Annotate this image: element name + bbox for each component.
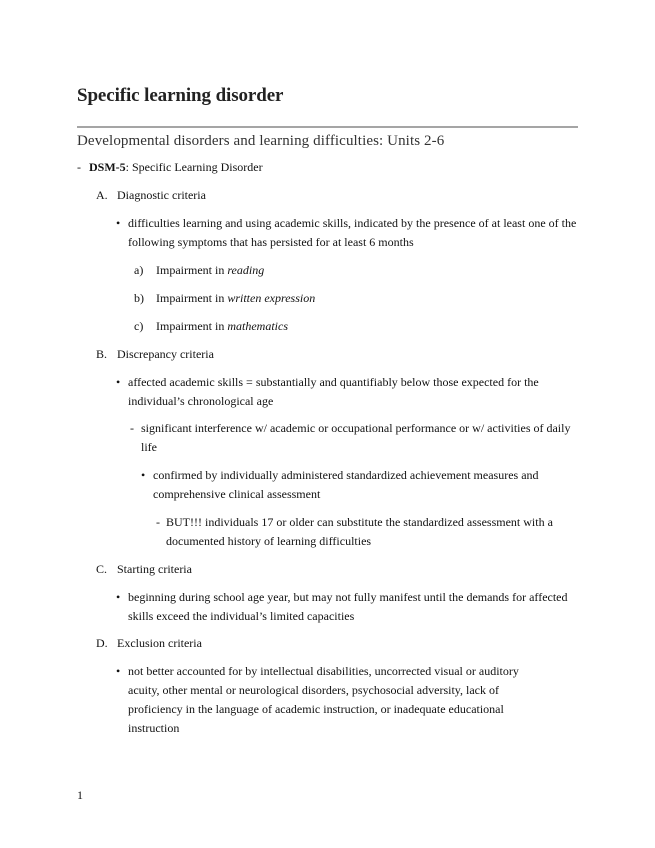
section-a-heading: Diagnostic criteria [117,188,206,202]
section-d-letter: D. [96,636,108,650]
sub-item-c-prefix: Impairment in [156,319,228,333]
sub-item-b-prefix: Impairment in [156,291,228,305]
sub-item-c [156,317,288,336]
dash-marker: - [156,515,160,529]
section-b-bullet: affected academic skills = substantially and quantifiably below those expected for the individual’s chronological age [128,375,539,408]
section-c-bullet: beginning during school age year, but may not fully manifest until the demands for affected skills exceed the individual’s limited capacities [128,590,568,623]
dash-marker: - [77,160,81,174]
page-title: Specific learning disorder [77,85,284,106]
sub-item-a-prefix: Impairment in [156,263,228,277]
dsm5-label: DSM-5 [89,160,126,174]
page-number: 1 [77,788,83,802]
sub-item-a [156,261,264,280]
section-b-bullet-2: confirmed by individually administered standardized achievement measures and comprehensive clinical assessment [153,468,539,501]
section-d-heading: Exclusion criteria [117,636,202,650]
dsm5-item [89,158,263,177]
bullet-marker: • [116,375,121,389]
bullet-marker: • [116,216,121,230]
bullet-marker: • [116,664,121,678]
subtitle-section [77,126,578,150]
section-a-bullet: difficulties learning and using academic skills, indicated by the presence of at least one of the following symptoms that has persisted for at least 6 months [128,216,577,249]
sub-item-a-marker: a) [134,263,144,277]
section-b-dash-2: BUT!!! individuals 17 or older can substitute the standardized assessment with a documented history of learning difficulties [166,515,553,548]
sub-item-b [156,289,315,308]
section-c-letter: C. [96,562,108,576]
section-b-letter: B. [96,347,108,361]
sub-item-a-emph: reading [227,263,265,277]
section-d-bullet: not better accounted for by intellectual disabilities, uncorrected visual or auditory acuity, other mental or neurological disorders, psychosocial adversity, lack of proficiency in the language of academic instruction, or inadequate educational instruction [128,664,519,735]
section-c-heading: Starting criteria [117,562,192,576]
sub-item-c-emph: mathematics [227,319,288,333]
sub-item-b-marker: b) [134,291,144,305]
sub-item-b-emph: written expression [227,291,316,305]
page-subtitle: Developmental disorders and learning difficulties: Units 2-6 [77,133,445,149]
dash-marker: - [130,421,134,435]
section-a-letter: A. [96,188,108,202]
bullet-marker: • [141,468,146,482]
bullet-marker: • [116,590,121,604]
section-b-dash: significant interference w/ academic or occupational performance or w/ activities of daily life [141,421,571,454]
sub-item-c-marker: c) [134,319,144,333]
section-b-heading: Discrepancy criteria [117,347,214,361]
dsm5-text: : Specific Learning Disorder [125,160,263,174]
